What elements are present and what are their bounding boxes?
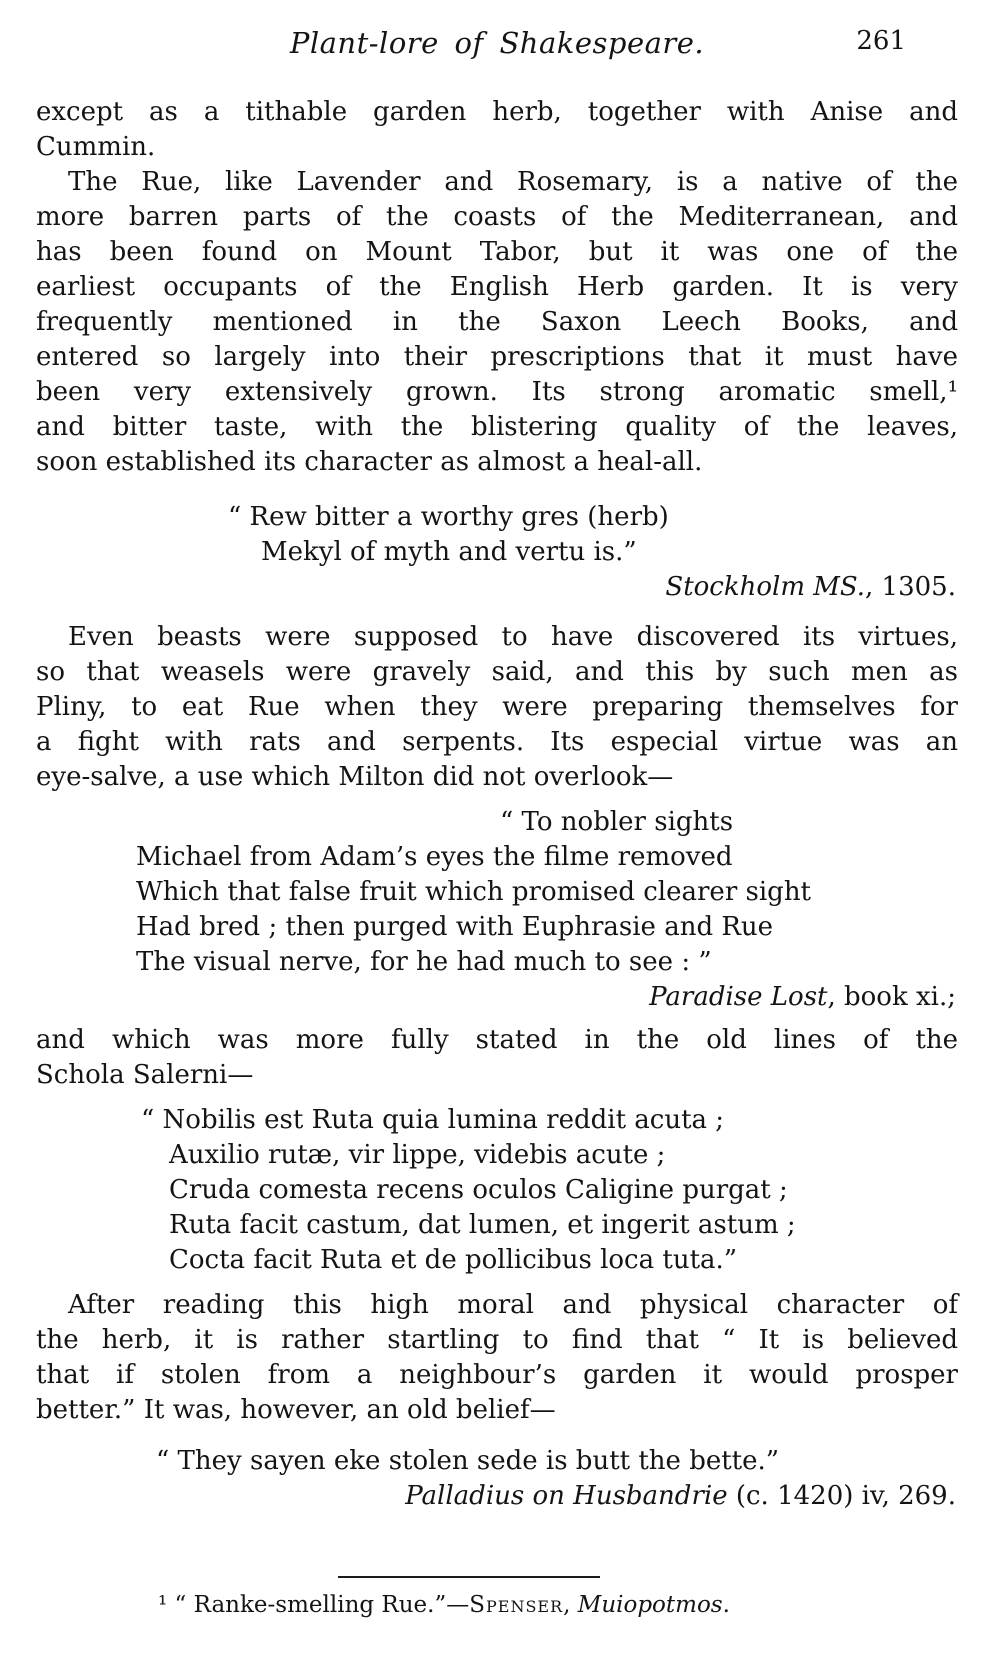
text-line: soon established its character as almost a heal-all. <box>36 447 703 477</box>
verse-line: Michael from Adam’s eyes the filme removed <box>136 842 733 872</box>
text-line: eye-salve, a use which Milton did not overlook— <box>36 762 674 792</box>
paragraph <box>36 1288 958 1428</box>
source-detail: , book xi.; <box>827 982 956 1012</box>
verse-line: “ Nobilis est Ruta quia lumina reddit acuta ; <box>141 1105 725 1135</box>
verse-line: Ruta facit castum, dat lumen, et ingerit astum ; <box>169 1210 796 1240</box>
verse-quote-palladius <box>156 1444 958 1479</box>
footnote-marker: ¹ <box>158 1592 175 1618</box>
text-line: entered so largely into their prescriptions that it must have <box>36 342 958 372</box>
running-header <box>36 0 958 62</box>
source-detail: (c. 1420) iv, 269. <box>727 1481 956 1511</box>
source-detail: , 1305. <box>865 572 956 602</box>
paragraph <box>36 165 958 480</box>
text-line: frequently mentioned in the Saxon Leech Books, and <box>36 307 958 337</box>
paragraph <box>36 620 958 795</box>
paragraph <box>36 1023 958 1093</box>
verse-quote-schola-salerni <box>141 1103 958 1278</box>
page-number: 261 <box>856 26 906 56</box>
verse-line: “ They sayen eke stolen sede is butt the bette.” <box>156 1446 780 1476</box>
text-line: The Rue, like Lavender and Rosemary, is a native of the <box>68 167 958 197</box>
text-line: been very extensively grown. Its strong aromatic smell,¹ <box>36 377 958 407</box>
quote-attribution <box>36 1479 958 1514</box>
page-title: Plant-lore of Shakespeare. <box>289 26 705 60</box>
footnote-text: “ Ranke-smelling Rue.”— <box>174 1592 470 1618</box>
text-line: earliest occupants of the English Herb garden. It is very <box>36 272 958 302</box>
text-line: more barren parts of the coasts of the Mediterranean, and <box>36 202 958 232</box>
source-title: Paradise Lost <box>649 982 828 1012</box>
text-line: the herb, it is rather startling to find that “ It is believed <box>36 1325 958 1355</box>
quote-attribution <box>36 570 958 605</box>
footnote-separator: , <box>563 1592 578 1618</box>
verse-quote-milton <box>136 805 958 980</box>
verse-line: Auxilio rutæ, vir lippe, videbis acute ; <box>169 1140 666 1170</box>
quote-attribution <box>36 980 958 1015</box>
verse-line: “ To nobler sights <box>500 807 734 837</box>
source-title: Palladius on Husbandrie <box>405 1481 728 1511</box>
text-line: Schola Salerni— <box>36 1060 254 1090</box>
text-line: Cummin. <box>36 132 156 162</box>
verse-line: Cruda comesta recens oculos Caligine purgat ; <box>169 1175 788 1205</box>
footnote <box>36 1590 958 1620</box>
paragraph <box>36 95 958 165</box>
verse-line: Which that false fruit which promised clearer sight <box>136 877 812 907</box>
text-line: Even beasts were supposed to have discovered its virtues, <box>68 622 958 652</box>
source-title: Stockholm MS. <box>665 572 866 602</box>
text-line: that if stolen from a neighbour’s garden it would prosper <box>36 1360 958 1390</box>
text-line: so that weasels were gravely said, and this by such men as <box>36 657 958 687</box>
text-line: a fight with rats and serpents. Its especial virtue was an <box>36 727 958 757</box>
text-line: Pliny, to eat Rue when they were preparing themselves for <box>36 692 958 722</box>
verse-line: Mekyl of myth and vertu is.” <box>261 537 637 567</box>
text-line: After reading this high moral and physical character of <box>68 1290 958 1320</box>
text-line: has been found on Mount Tabor, but it was one of the <box>36 237 958 267</box>
text-line: and bitter taste, with the blistering quality of the leaves, <box>36 412 958 442</box>
text-line: except as a tithable garden herb, together with Anise and <box>36 97 958 127</box>
footnote-terminal: . <box>722 1592 730 1618</box>
footnote-author: Spenser <box>469 1592 564 1618</box>
text-line: and which was more fully stated in the old lines of the <box>36 1025 958 1055</box>
verse-line: Cocta facit Ruta et de pollicibus loca tuta.” <box>169 1245 738 1275</box>
footnote-divider <box>338 1576 600 1578</box>
verse-line: Had bred ; then purged with Euphrasie and Rue <box>136 912 774 942</box>
verse-line: The visual nerve, for he had much to see : ” <box>136 947 712 977</box>
footnote-work-title: Muiopotmos <box>577 1592 723 1618</box>
verse-quote-stockholm <box>228 500 958 570</box>
text-line: better.” It was, however, an old belief— <box>36 1395 556 1425</box>
verse-line: “ Rew bitter a worthy gres (herb) <box>228 502 669 532</box>
